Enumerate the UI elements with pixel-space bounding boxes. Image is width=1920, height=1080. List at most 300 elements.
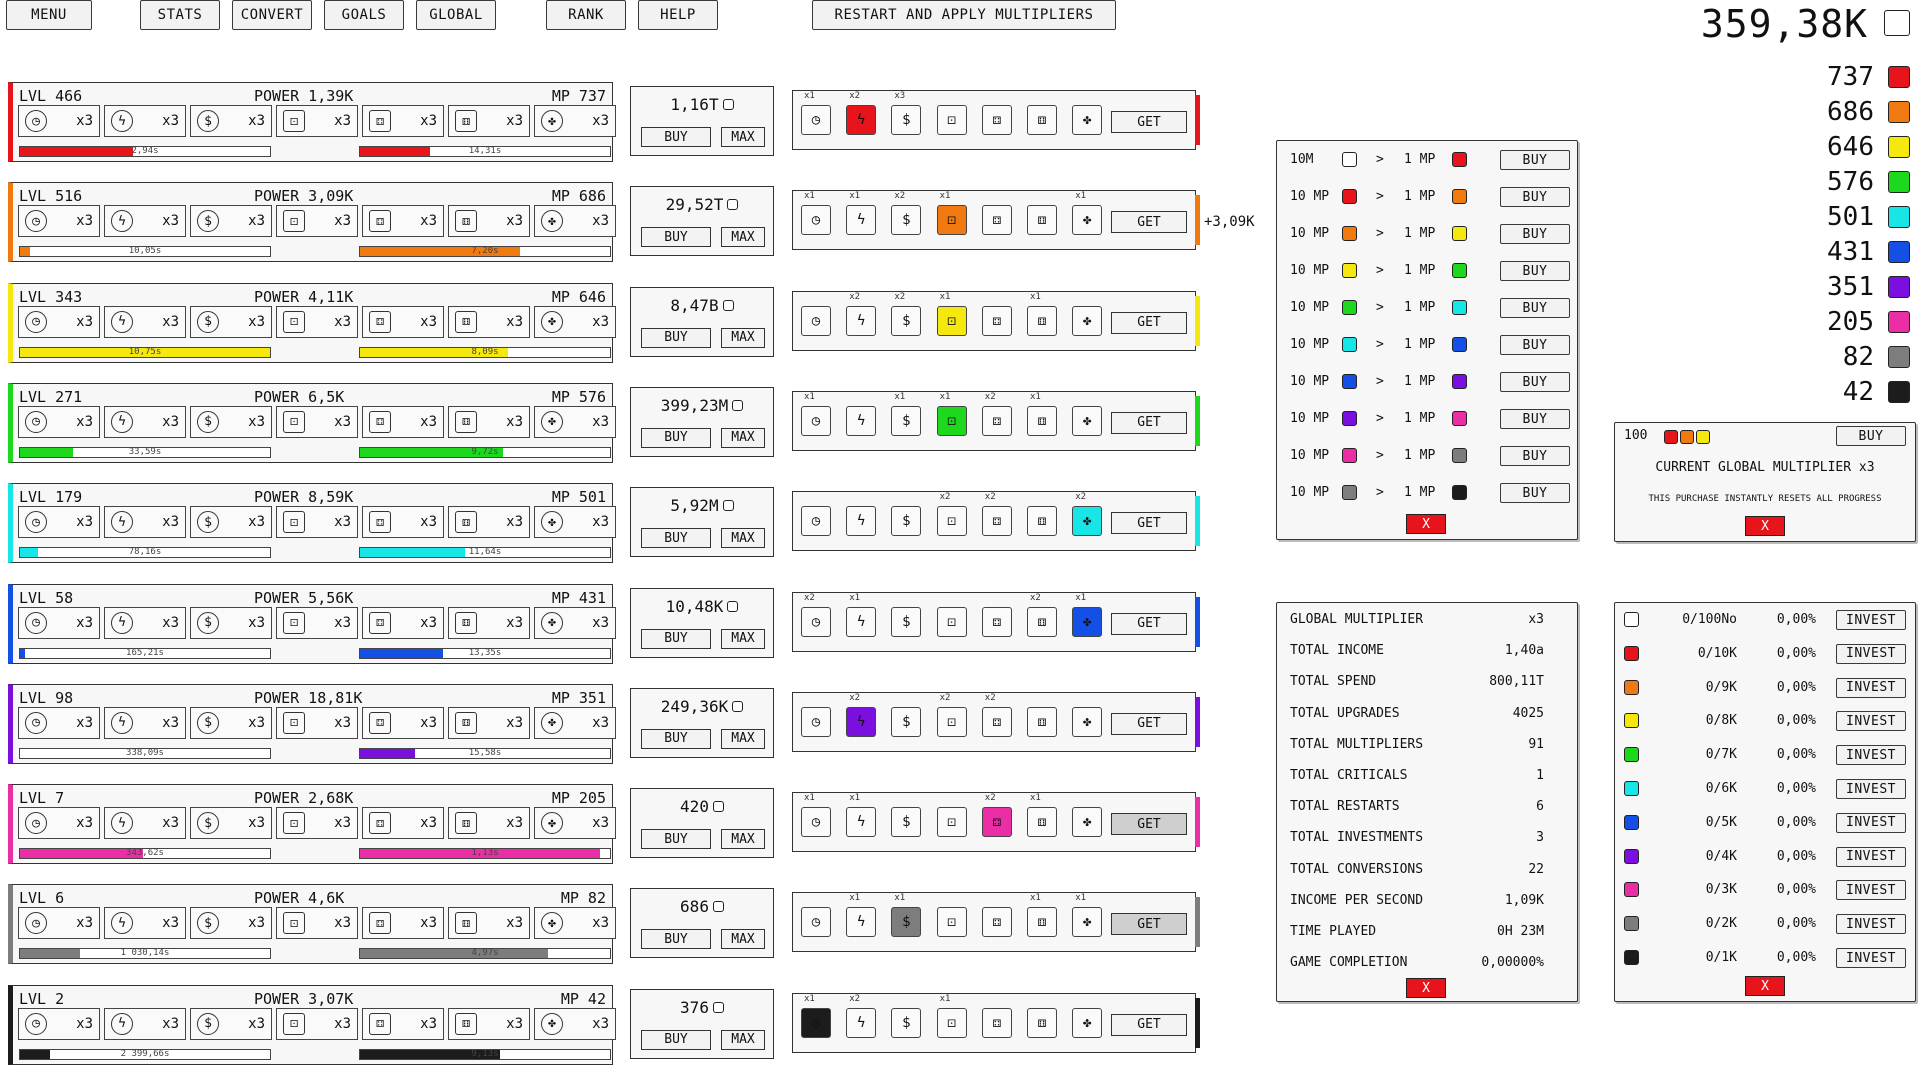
multiplier-count: x2 [1075, 492, 1087, 503]
multiplier-slot[interactable] [937, 306, 967, 336]
cost-panel [630, 989, 774, 1059]
upgrade-button[interactable] [190, 406, 272, 438]
upgrade-button[interactable] [104, 807, 186, 839]
multiplier-slot[interactable] [982, 506, 1012, 536]
invest-button[interactable]: INVEST [1836, 678, 1906, 698]
convert-from: 10 MP [1290, 226, 1330, 241]
invest-close-button[interactable]: X [1745, 976, 1785, 996]
multiplier-slot[interactable] [891, 807, 921, 837]
progress-text: 10,75s [128, 346, 162, 357]
multiplier-slot[interactable] [1027, 306, 1057, 336]
generator-level: LVL 58 [19, 588, 74, 607]
multiplier-slot[interactable] [891, 406, 921, 436]
multiplier-slot[interactable] [1072, 506, 1102, 536]
buy-button[interactable]: BUY [641, 629, 711, 649]
get-button[interactable]: GET [1111, 813, 1187, 835]
upgrade-button[interactable] [18, 306, 100, 338]
multiplier-slot[interactable] [982, 306, 1012, 336]
upgrade-button[interactable] [18, 1008, 100, 1040]
stats-button[interactable]: STATS [140, 0, 220, 30]
multiplier-slot[interactable] [801, 807, 831, 837]
upgrade-label: x3 [248, 714, 265, 731]
multiplier-slot[interactable] [937, 807, 967, 837]
generator-row [8, 584, 613, 664]
get-button[interactable]: GET [1111, 512, 1187, 534]
invest-button[interactable]: INVEST [1836, 880, 1906, 900]
upgrade-button[interactable] [448, 807, 530, 839]
multiplier-slot[interactable] [801, 506, 831, 536]
buy-button[interactable]: BUY [641, 328, 711, 348]
upgrade-buttons [18, 607, 616, 639]
stat-row [1284, 643, 1576, 665]
cost-amount: 399,23M [660, 395, 729, 415]
upgrade-button[interactable] [104, 707, 186, 739]
upgrade-label: x3 [592, 514, 609, 531]
stat-value: 22 [1528, 861, 1544, 877]
multiplier-slot[interactable] [846, 205, 876, 235]
upgrade-button[interactable] [362, 306, 444, 338]
max-button[interactable]: MAX [721, 1030, 765, 1050]
buy-button[interactable]: BUY [641, 428, 711, 448]
multiplier-slot[interactable] [1027, 406, 1057, 436]
invest-button[interactable]: INVEST [1836, 914, 1906, 934]
convert-buy-button[interactable]: BUY [1500, 335, 1570, 355]
buy-button[interactable]: BUY [641, 829, 711, 849]
upgrade-button[interactable] [190, 907, 272, 939]
convert-to-swatch [1452, 485, 1467, 500]
progress-text: 9,13s [471, 1048, 499, 1059]
upgrade-button[interactable] [362, 907, 444, 939]
upgrade-button[interactable] [18, 105, 100, 137]
coin-icon: $ [197, 210, 219, 232]
multiplier-slot[interactable] [1027, 707, 1057, 737]
upgrade-button[interactable] [104, 607, 186, 639]
max-button[interactable]: MAX [721, 829, 765, 849]
multiplier-slot[interactable] [846, 105, 876, 135]
stat-row [1284, 955, 1576, 977]
upgrade-button[interactable] [534, 1008, 616, 1040]
upgrade-button[interactable] [18, 506, 100, 538]
multiplier-slot[interactable] [801, 105, 831, 135]
upgrade-button[interactable] [18, 607, 100, 639]
invest-swatch [1624, 916, 1639, 931]
cost-amount: 10,48K [665, 596, 724, 616]
upgrade-button[interactable] [534, 105, 616, 137]
multiplier-slot[interactable] [937, 907, 967, 937]
multiplier-slot[interactable] [891, 707, 921, 737]
generator-header [19, 87, 606, 103]
upgrade-button[interactable] [362, 607, 444, 639]
multiplier-slot[interactable] [1027, 1008, 1057, 1038]
multiplier-slot[interactable] [982, 205, 1012, 235]
convert-to: 1 MP [1404, 448, 1436, 463]
upgrade-button[interactable] [362, 807, 444, 839]
upgrade-button[interactable] [448, 306, 530, 338]
dice-one-icon: ⚀ [283, 912, 305, 934]
upgrade-button[interactable] [362, 707, 444, 739]
multiplier-slot[interactable] [891, 1008, 921, 1038]
convert-arrow: > [1376, 300, 1384, 315]
upgrade-button[interactable] [276, 907, 358, 939]
get-button[interactable]: GET [1111, 1014, 1187, 1036]
help-button[interactable]: HELP [638, 0, 718, 30]
progress-text: 78,16s [128, 547, 162, 558]
multiplier-slot[interactable] [846, 807, 876, 837]
dice-four-icon: ⚃ [992, 112, 1002, 128]
upgrade-button[interactable] [276, 607, 358, 639]
get-button[interactable]: GET [1111, 713, 1187, 735]
upgrade-label: x3 [76, 413, 93, 430]
upgrade-label: x3 [334, 915, 351, 932]
invest-button[interactable]: INVEST [1836, 610, 1906, 630]
global-button[interactable]: GLOBAL [416, 0, 496, 30]
multiplier-slot[interactable] [937, 1008, 967, 1038]
upgrade-button[interactable] [18, 907, 100, 939]
legend-row [1790, 167, 1910, 197]
multiplier-slot[interactable] [846, 406, 876, 436]
multiplier-slot[interactable] [982, 807, 1012, 837]
dice-six-icon: ⚅ [455, 411, 477, 433]
upgrade-button[interactable] [18, 807, 100, 839]
convert-buy-button[interactable]: BUY [1500, 261, 1570, 281]
multiplier-slot[interactable] [891, 907, 921, 937]
multiplier-slot[interactable] [801, 205, 831, 235]
multiplier-slot[interactable] [982, 105, 1012, 135]
clover-icon: ✤ [1082, 613, 1092, 630]
multiplier-slot[interactable] [1027, 907, 1057, 937]
upgrade-button[interactable] [18, 205, 100, 237]
get-button[interactable]: GET [1111, 312, 1187, 334]
multiplier-slot[interactable] [1072, 1008, 1102, 1038]
menu-button[interactable]: MENU [6, 0, 92, 30]
multiplier-slot[interactable] [982, 707, 1012, 737]
multiplier-slot[interactable] [1072, 205, 1102, 235]
dice-six-icon: ⚅ [1037, 212, 1047, 229]
progress-bar-cycle [19, 347, 271, 358]
multiplier-slot[interactable] [982, 607, 1012, 637]
upgrade-button[interactable] [362, 506, 444, 538]
multiplier-slot[interactable] [891, 607, 921, 637]
multiplier-slot[interactable] [891, 205, 921, 235]
stat-row [1284, 768, 1576, 790]
upgrade-button[interactable] [190, 105, 272, 137]
upgrade-button[interactable] [534, 907, 616, 939]
upgrade-button[interactable] [276, 707, 358, 739]
upgrade-button[interactable] [534, 406, 616, 438]
upgrade-button[interactable] [276, 306, 358, 338]
multiplier-slot[interactable] [1072, 807, 1102, 837]
invest-amount: 0/2K [1705, 916, 1737, 932]
multiplier-slot[interactable] [846, 1008, 876, 1038]
upgrade-button[interactable] [448, 607, 530, 639]
multiplier-slot[interactable] [846, 306, 876, 336]
dice-four-icon: ⚃ [369, 210, 391, 232]
upgrade-label: x3 [506, 714, 523, 731]
upgrade-label: x3 [506, 614, 523, 631]
upgrade-button[interactable] [190, 807, 272, 839]
stat-value: 3 [1536, 830, 1544, 846]
upgrade-button[interactable] [534, 607, 616, 639]
dice-one-icon: ⚀ [283, 411, 305, 433]
upgrade-button[interactable] [276, 1008, 358, 1040]
invest-button[interactable]: INVEST [1836, 711, 1906, 731]
multiplier-slot[interactable] [1027, 807, 1057, 837]
invest-button[interactable]: INVEST [1836, 779, 1906, 799]
multiplier-slot[interactable] [801, 406, 831, 436]
upgrade-button[interactable] [448, 907, 530, 939]
upgrade-button[interactable] [534, 707, 616, 739]
upgrade-button[interactable] [362, 1008, 444, 1040]
convert-buy-button[interactable]: BUY [1500, 187, 1570, 207]
restart-apply-button[interactable]: RESTART AND APPLY MULTIPLIERS [812, 0, 1116, 30]
multiplier-slot[interactable] [801, 707, 831, 737]
clover-icon: ✤ [1082, 713, 1092, 730]
buy-button[interactable]: BUY [641, 528, 711, 548]
multiplier-slot[interactable] [846, 707, 876, 737]
generator-level: LVL 466 [19, 87, 83, 105]
multiplier-slot[interactable] [801, 907, 831, 937]
coin-icon: $ [197, 712, 219, 734]
multiplier-slot[interactable] [937, 205, 967, 235]
multiplier-count: x2 [804, 592, 815, 603]
upgrade-button[interactable] [276, 406, 358, 438]
max-button[interactable]: MAX [721, 528, 765, 548]
legend-swatch [1888, 311, 1910, 333]
upgrade-label: x3 [420, 413, 437, 430]
invest-button[interactable]: INVEST [1836, 847, 1906, 867]
invest-button[interactable]: INVEST [1836, 813, 1906, 833]
upgrade-button[interactable] [534, 807, 616, 839]
multiplier-slot[interactable] [801, 1008, 831, 1038]
multiplier-slot[interactable] [1027, 105, 1057, 135]
multiplier-slot[interactable] [1027, 205, 1057, 235]
clover-icon: ✤ [1082, 112, 1092, 128]
multiplier-slot[interactable] [891, 306, 921, 336]
multiplier-slot[interactable] [937, 506, 967, 536]
dice-six-icon: ⚅ [455, 812, 477, 834]
rank-button[interactable]: RANK [546, 0, 626, 30]
upgrade-button[interactable] [104, 907, 186, 939]
dice-one-icon: ⚀ [947, 814, 956, 831]
upgrade-button[interactable] [104, 306, 186, 338]
upgrade-label: x3 [248, 413, 265, 430]
upgrade-button[interactable] [190, 1008, 272, 1040]
max-button[interactable]: MAX [721, 729, 765, 749]
convert-buy-button[interactable]: BUY [1500, 446, 1570, 466]
dice-four-icon: ⚃ [992, 212, 1002, 229]
upgrade-button[interactable] [448, 506, 530, 538]
invest-button[interactable]: INVEST [1836, 745, 1906, 765]
max-button[interactable]: MAX [721, 629, 765, 649]
global-buy-button[interactable]: BUY [1836, 426, 1906, 446]
upgrade-button[interactable] [362, 205, 444, 237]
multiplier-slot[interactable] [937, 707, 967, 737]
upgrade-button[interactable] [448, 1008, 530, 1040]
multiplier-slot[interactable] [846, 607, 876, 637]
legend-swatch [1888, 241, 1910, 263]
buy-button[interactable]: BUY [641, 929, 711, 949]
dice-four-icon: ⚃ [992, 1014, 1002, 1031]
upgrade-button[interactable] [534, 205, 616, 237]
convert-buy-button[interactable]: BUY [1500, 409, 1570, 429]
multiplier-count: x2 [849, 291, 861, 302]
cost-amount: 29,52T [665, 195, 724, 215]
convert-from: 10 MP [1290, 485, 1330, 500]
upgrade-label: x3 [420, 614, 437, 631]
convert-arrow: > [1376, 411, 1384, 426]
convert-buy-button[interactable]: BUY [1500, 483, 1570, 503]
convert-buy-button[interactable]: BUY [1500, 150, 1570, 170]
upgrade-button[interactable] [18, 406, 100, 438]
clock-icon: ◷ [25, 712, 47, 734]
progress-bar-cycle [19, 848, 271, 859]
lightning-icon: ϟ [856, 1014, 866, 1031]
multiplier-slot[interactable] [891, 506, 921, 536]
multiplier-slot[interactable] [1027, 607, 1057, 637]
dice-six-icon: ⚅ [1037, 613, 1047, 630]
upgrade-button[interactable] [448, 105, 530, 137]
clover-icon: ✤ [1082, 513, 1092, 530]
generator-row [8, 483, 613, 563]
legend-row [1790, 237, 1910, 267]
upgrade-button[interactable] [276, 807, 358, 839]
multiplier-slot[interactable] [1072, 907, 1102, 937]
convert-buy-button[interactable]: BUY [1500, 298, 1570, 318]
upgrade-button[interactable] [190, 707, 272, 739]
clock-icon: ◷ [811, 112, 821, 128]
upgrade-button[interactable] [190, 506, 272, 538]
upgrade-button[interactable] [190, 607, 272, 639]
lightning-icon: ϟ [111, 110, 133, 132]
global-close-button[interactable]: X [1745, 516, 1785, 536]
upgrade-button[interactable] [362, 406, 444, 438]
multiplier-slot[interactable] [801, 306, 831, 336]
coin-icon: $ [902, 914, 911, 931]
invest-button[interactable]: INVEST [1836, 948, 1906, 968]
clover-icon: ✤ [1082, 312, 1092, 329]
upgrade-button[interactable] [104, 205, 186, 237]
upgrade-label: x3 [420, 514, 437, 531]
multiplier-slot[interactable] [937, 105, 967, 135]
upgrade-button[interactable] [190, 205, 272, 237]
buy-button[interactable]: BUY [641, 729, 711, 749]
multiplier-edge [1195, 897, 1200, 947]
upgrade-button[interactable] [104, 1008, 186, 1040]
upgrade-button[interactable] [276, 506, 358, 538]
multiplier-slot[interactable] [937, 607, 967, 637]
generator-mp: MP 686 [551, 187, 606, 206]
dice-four-icon: ⚃ [369, 411, 391, 433]
upgrade-button[interactable] [104, 506, 186, 538]
multiplier-slot[interactable] [1072, 607, 1102, 637]
convert-button[interactable]: CONVERT [232, 0, 312, 30]
clover-icon: ✤ [1082, 914, 1092, 931]
buy-button[interactable]: BUY [641, 1030, 711, 1050]
multiplier-slot[interactable] [846, 907, 876, 937]
max-button[interactable]: MAX [721, 929, 765, 949]
multiplier-count: x2 [849, 993, 861, 1004]
cost-panel [630, 788, 774, 858]
convert-from: 10 MP [1290, 189, 1330, 204]
goals-button[interactable]: GOALS [324, 0, 404, 30]
upgrade-button[interactable] [190, 306, 272, 338]
invest-button[interactable]: INVEST [1836, 644, 1906, 664]
upgrade-button[interactable] [104, 105, 186, 137]
upgrade-buttons [18, 506, 616, 538]
convert-buy-button[interactable]: BUY [1500, 372, 1570, 392]
cost-amount: 420 [680, 797, 709, 817]
upgrade-label: x3 [76, 313, 93, 330]
dice-four-icon: ⚃ [369, 511, 391, 533]
stats-close-button[interactable]: X [1406, 978, 1446, 998]
multiplier-slot[interactable] [891, 105, 921, 135]
upgrade-button[interactable] [362, 105, 444, 137]
multiplier-slot[interactable] [937, 406, 967, 436]
max-button[interactable]: MAX [721, 127, 765, 147]
stat-label: TOTAL UPGRADES [1290, 705, 1400, 721]
multiplier-slot[interactable] [846, 506, 876, 536]
legend-row [1790, 97, 1910, 127]
legend-value: 737 [1827, 62, 1874, 92]
convert-row [1284, 483, 1576, 507]
upgrade-button[interactable] [18, 707, 100, 739]
multiplier-slot[interactable] [1072, 707, 1102, 737]
stat-label: TOTAL INCOME [1290, 643, 1384, 659]
upgrade-button[interactable] [534, 506, 616, 538]
max-button[interactable]: MAX [721, 428, 765, 448]
multiplier-slot[interactable] [1072, 306, 1102, 336]
upgrade-button[interactable] [276, 205, 358, 237]
multiplier-slot[interactable] [982, 1008, 1012, 1038]
cost-swatch [723, 500, 734, 511]
max-button[interactable]: MAX [721, 227, 765, 247]
convert-close-button[interactable]: X [1406, 514, 1446, 534]
stat-row [1284, 924, 1576, 946]
multiplier-count: x1 [849, 893, 861, 904]
multiplier-slot[interactable] [1072, 406, 1102, 436]
upgrade-button[interactable] [276, 105, 358, 137]
dice-six-icon: ⚅ [1037, 1014, 1047, 1031]
multiplier-slot[interactable] [1072, 105, 1102, 135]
get-button[interactable]: GET [1111, 111, 1187, 133]
multiplier-slot[interactable] [982, 406, 1012, 436]
get-button[interactable]: GET [1111, 913, 1187, 935]
upgrade-label: x3 [162, 413, 179, 430]
get-button[interactable]: GET [1111, 613, 1187, 635]
max-button[interactable]: MAX [721, 328, 765, 348]
multiplier-slot[interactable] [1027, 506, 1057, 536]
buy-button[interactable]: BUY [641, 127, 711, 147]
upgrade-button[interactable] [104, 406, 186, 438]
upgrade-button[interactable] [534, 306, 616, 338]
invest-amount: 0/100No [1682, 612, 1737, 627]
multiplier-slot[interactable] [801, 607, 831, 637]
multiplier-slot[interactable] [982, 907, 1012, 937]
legend-row [1790, 272, 1910, 302]
get-button[interactable]: GET [1111, 412, 1187, 434]
multiplier-edge [1195, 296, 1200, 346]
upgrade-button[interactable] [448, 707, 530, 739]
upgrade-button[interactable] [448, 406, 530, 438]
upgrade-button[interactable] [448, 205, 530, 237]
dice-four-icon: ⚃ [992, 613, 1002, 630]
convert-buy-button[interactable]: BUY [1500, 224, 1570, 244]
multiplier-count: x2 [1030, 592, 1041, 603]
invest-row [1622, 610, 1912, 634]
get-button[interactable]: GET [1111, 211, 1187, 233]
convert-to: 1 MP [1404, 263, 1436, 278]
buy-button[interactable]: BUY [641, 227, 711, 247]
